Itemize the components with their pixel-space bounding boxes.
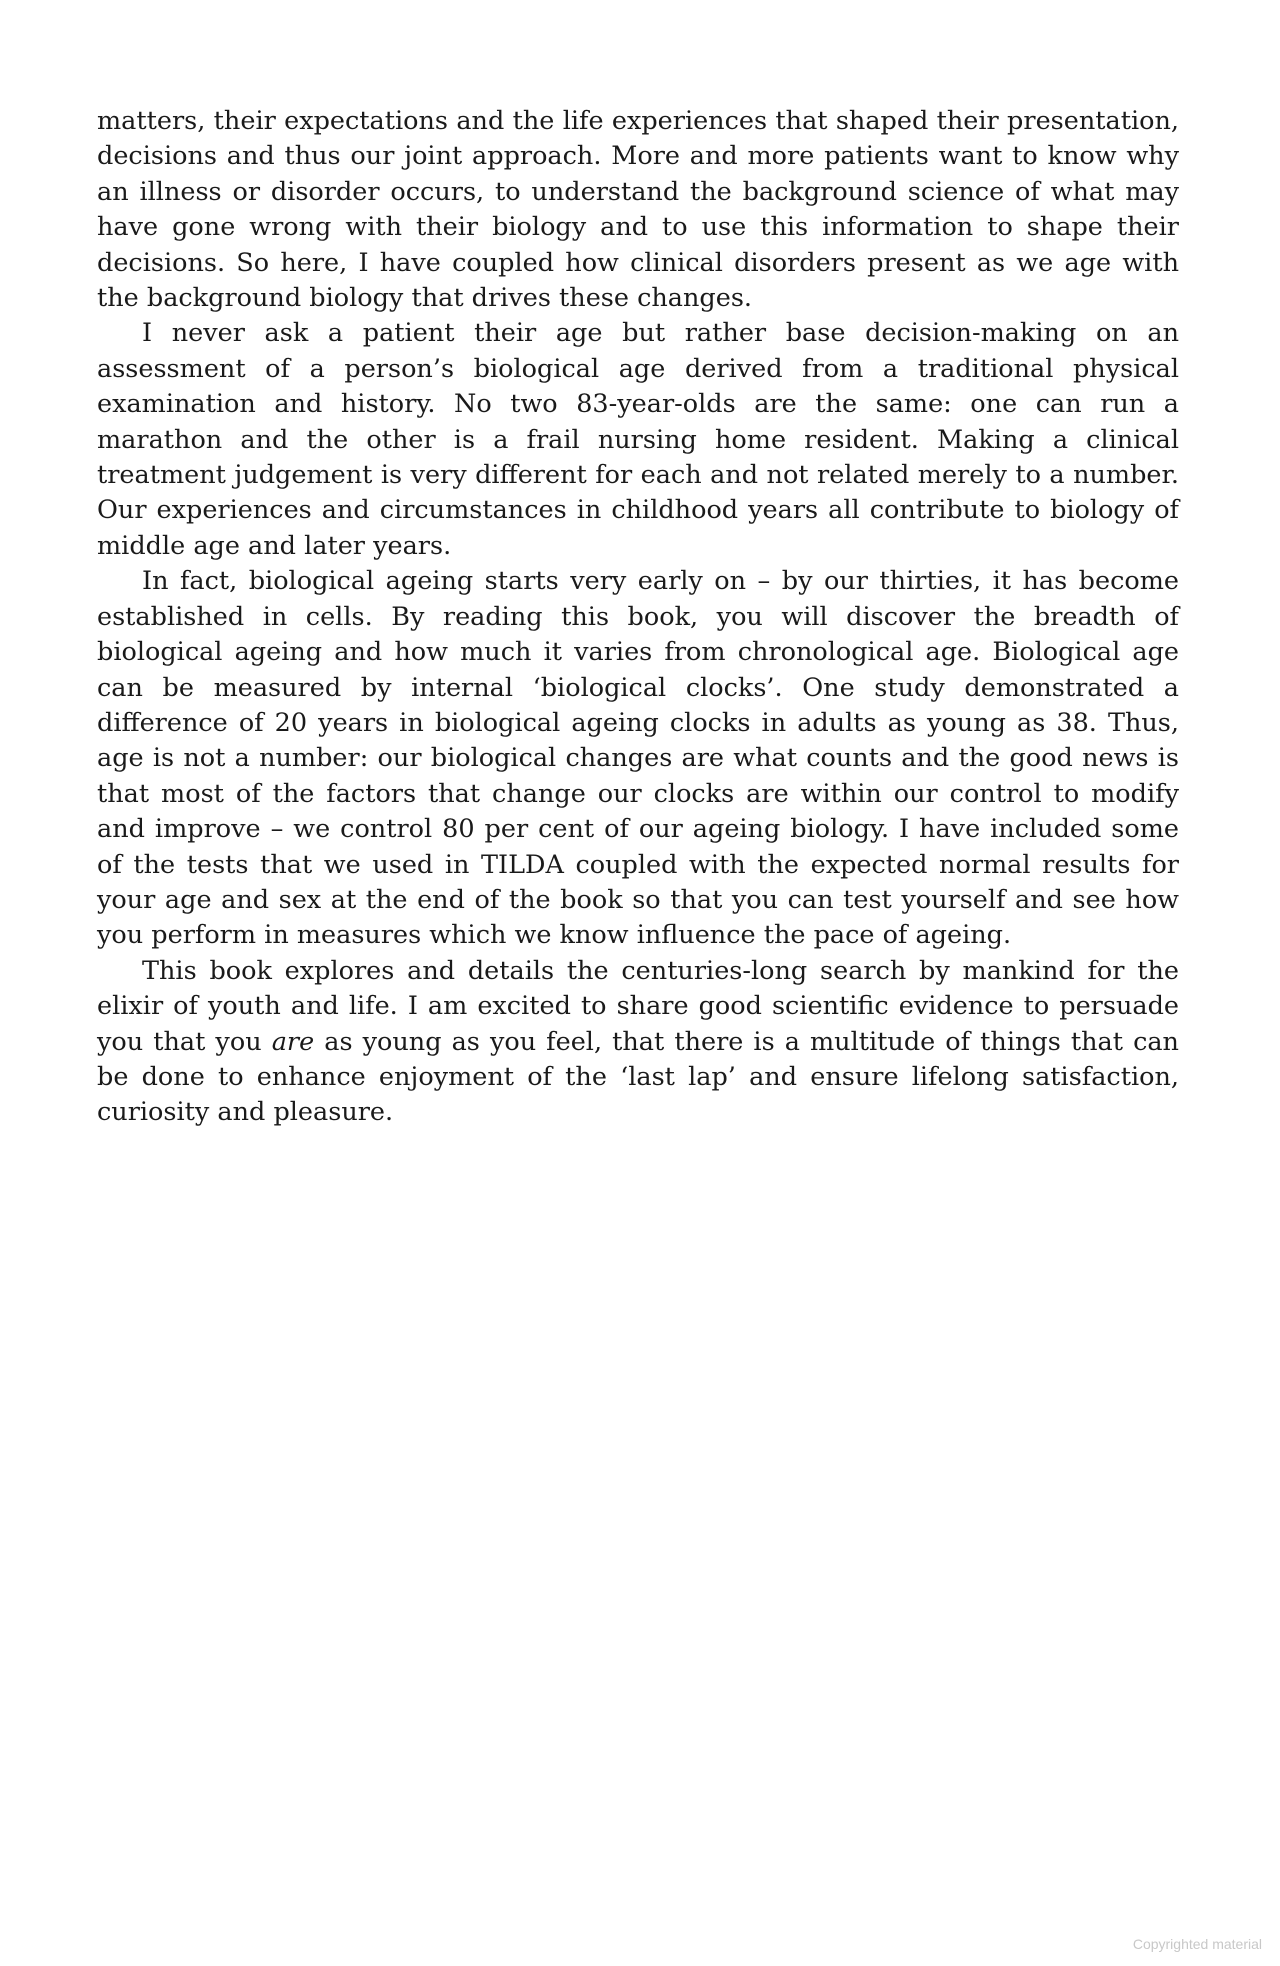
- paragraph-ageing-clocks: In fact, biological ageing starts very early on – by our thirties, it has become established in cells. By reading this book, you will discover the breadth of biological ageing and how much it varies from chronological age. Biological age can be measured by internal ‘biological clocks’. One study demonstrated a difference of 20 years in biological ageing clocks in adults as young as 38. Thus, age is not a number: our biological changes are what counts and the good news is that most of the factors that change our clocks are within our control to modify and improve – we control 80 per cent of our ageing biology. I have included some of the tests that we used in TILDA coupled with the expected normal results for your age and sex at the end of the book so that you can test yourself and see how you perform in measures which we know influence the pace of ageing.: [97, 566, 1179, 951]
- paragraph-continued: matters, their expectations and the life experiences that shaped their presentation, decisions and thus our joint approach. More and more patients want to know why an illness or disorder occurs, to understand the background science of what may have gone wrong with their biology and to use this information to shape their decisions. So here, I have coupled how clinical disorders present as we age with the background biology that drives these changes.: [97, 106, 1179, 314]
- paragraph-elixir-of-youth: [97, 954, 1179, 1131]
- emphasis-are: are: [271, 1026, 315, 1057]
- book-page-body: [97, 104, 1179, 1131]
- paragraph-text-before-italic: This book explores and details the centuries-long search by mankind for the elixir of youth and life. I am excited to share good scientific evidence to persuade you that you: [97, 955, 1179, 1057]
- copyright-watermark: Copyrighted material: [1132, 1936, 1262, 1952]
- paragraph-biological-age: I never ask a patient their age but rather base decision-making on an assessment of a person’s biological age derived from a traditional physical examination and history. No two 83-year-olds are the same: one can run a marathon and the other is a frail nursing home resident. Making a clinical treatment judgement is very different for each and not related merely to a number. Our experiences and circumstances in childhood years all contribute to biology of middle age and later years.: [97, 318, 1179, 561]
- paragraph-text-after-italic: as young as you feel, that there is a multitude of things that can be done to enhance enjoyment of the ‘last lap’ and ensure lifelong satisfaction, curiosity and pleasure.: [97, 1026, 1179, 1128]
